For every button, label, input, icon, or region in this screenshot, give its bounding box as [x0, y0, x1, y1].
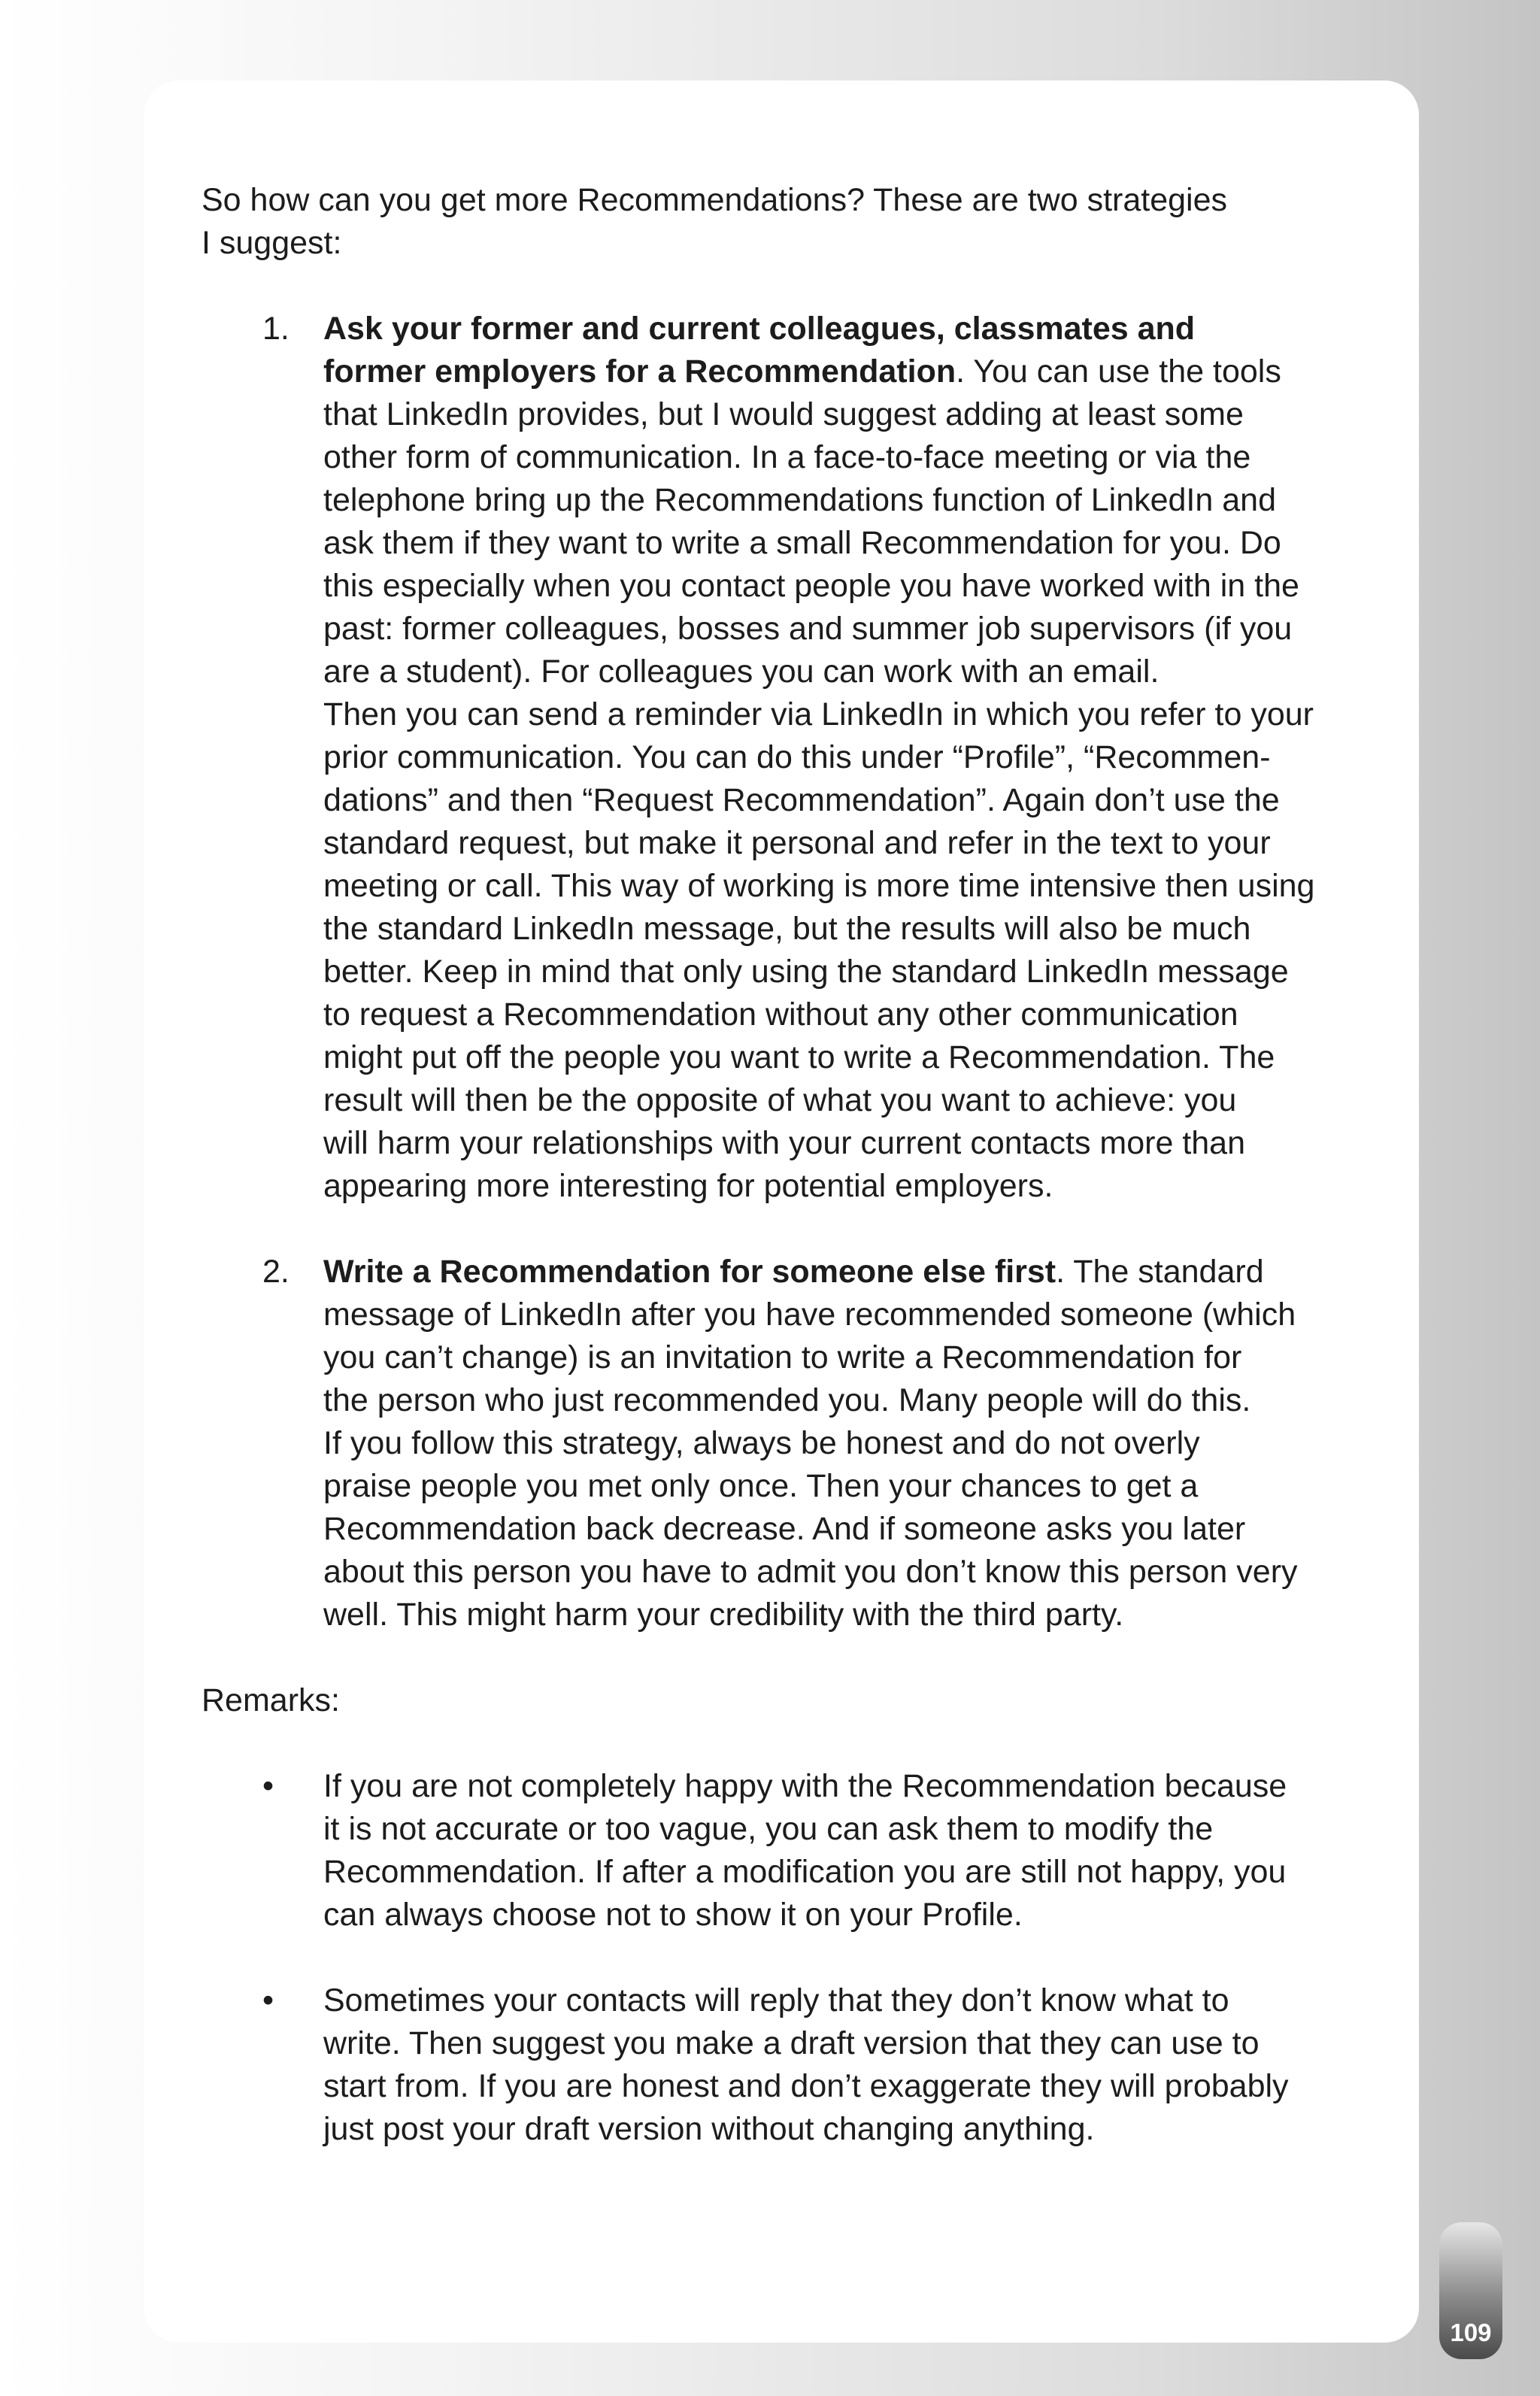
list-number: 1. [262, 311, 290, 347]
remark-item-2 [202, 1979, 1367, 2151]
strategy-text [323, 308, 1367, 1208]
strategy-item-2 [202, 1251, 1367, 1636]
remark-text: If you are not completely happy with the Recommendation because it is not accurate or too vague, you can ask them to modify the Recommendation. If after a modification you are still not happy, you can always choose not to show it on your Profile. [323, 1768, 1287, 1933]
spacer [202, 1722, 1367, 1765]
intro-paragraph: So how can you get more Recommendations? These are two strategies I suggest: [202, 182, 1227, 261]
remarks-heading: Remarks: [202, 1682, 340, 1718]
spacer [202, 1208, 1367, 1251]
remark-item-1 [202, 1765, 1367, 1937]
strategy-body: . The standard message of LinkedIn after you have recommended someone (which you can’t change) is an invitation to write a Recommendation for the person who just recommended you. Many people will do this. If you follow this strategy, always be honest and do not overly praise people you met only once. Then your chances to get a Recommendation back decrease. And if someone asks you later about this person you have to admit you don’t know this person very well. This might harm your credibility with the third party. [323, 1254, 1298, 1633]
strategy-text [323, 1251, 1367, 1636]
spacer [202, 1937, 1367, 1979]
strategy-item-1 [202, 308, 1367, 1208]
spacer [202, 265, 1367, 308]
page-content [202, 179, 1367, 2151]
bullet-icon: • [262, 1982, 274, 2018]
page-number: 109 [1450, 2319, 1492, 2346]
bullet-icon: • [262, 1768, 274, 1804]
strategy-body: . You can use the tools that LinkedIn provides, but I would suggest adding at least some other form of communication. In a face-to-face meeting or via the telephone bring up the Recommendations function of LinkedIn and ask them if they want to write a small Recommendation for you. Do this especially when you contact people you have worked with in the past: former colleagues, bosses and summer job supervisors (if you are a student). For colleagues you can work with an email. Then you can send a reminder via LinkedIn in which you refer to your prior communication. You can do this under “Profile”, “Recommen- dations” and then “Request Recommendation”. Again don’t use the standard request, but make it personal and refer in the text to your meeting or call. This way of working is more time intensive then using the standard LinkedIn message, but the results will also be much better. Keep in mind that only using the standard LinkedIn message to request a Recommendation without any other communication might put off the people you want to write a Recommendation. The result will then be the opposite of what you want to achieve: you will harm your relationships with your current contacts more than appearing more interesting for potential employers. [323, 353, 1315, 1204]
remark-text: Sometimes your contacts will reply that they don’t know what to write. Then suggest you make a draft version that they can use to start from. If you are honest and don’t exaggerate they will probably just post your draft version without changing anything. [323, 1982, 1289, 2147]
strategy-heading: Ask your former and current colleagues, classmates and former employers for a Recommendation [323, 311, 1196, 390]
spacer [202, 1636, 1367, 1679]
strategy-heading: Write a Recommendation for someone else first [323, 1254, 1056, 1290]
list-number: 2. [262, 1254, 290, 1290]
